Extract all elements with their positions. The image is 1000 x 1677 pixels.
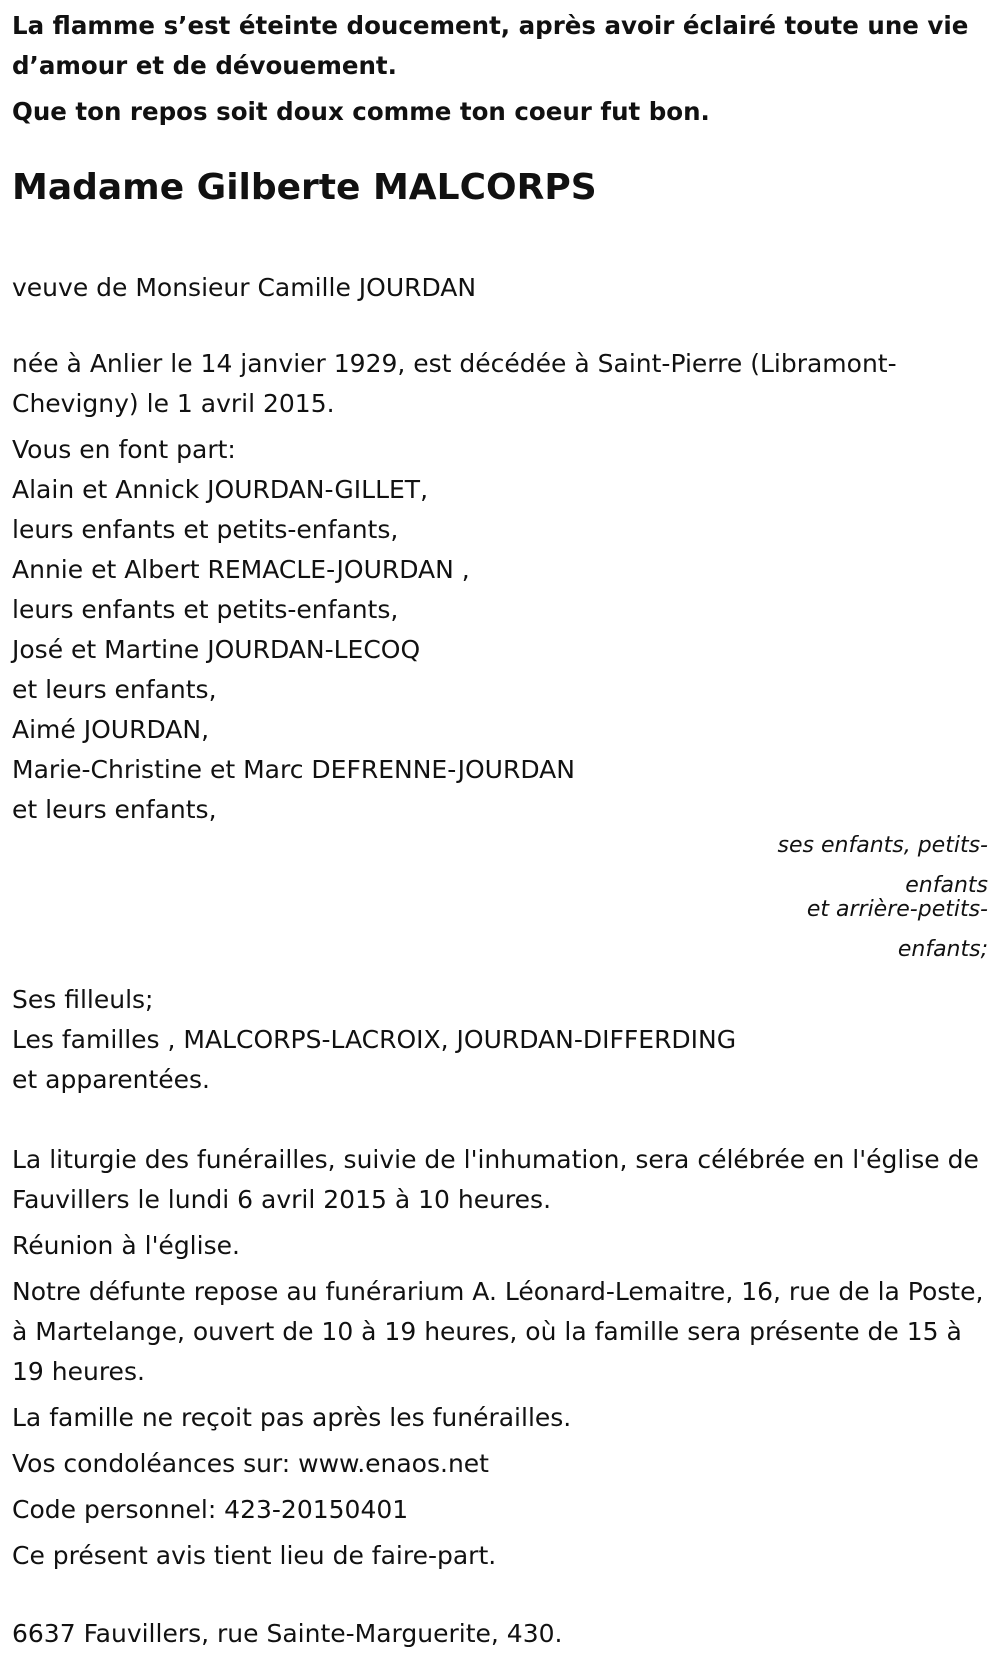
others-line: Les familles , MALCORPS-LACROIX, JOURDAN-DIFFERDING bbox=[12, 1025, 737, 1054]
obituary-page bbox=[0, 6, 1000, 1677]
deceased-name: Madame Gilberte MALCORPS bbox=[12, 167, 597, 208]
family-list bbox=[12, 470, 988, 830]
family-line: Aimé JOURDAN, bbox=[12, 715, 210, 744]
relation-note-2: et arrière-petits-enfants; bbox=[806, 897, 988, 962]
personal-code: Code personnel: 423-20150401 bbox=[12, 1495, 409, 1524]
others-line: et apparentées. bbox=[12, 1065, 210, 1094]
family-line: Alain et Annick JOURDAN-GILLET, bbox=[12, 475, 429, 504]
intro-line-1: La flamme s’est éteinte doucement, après avoir éclairé toute une vie d’amour et de dévouement. bbox=[12, 11, 969, 80]
widow-of: veuve de Monsieur Camille JOURDAN bbox=[12, 273, 477, 302]
relation-note-1: ses enfants, petits-enfants bbox=[777, 833, 988, 898]
intro-line-2: Que ton repos soit doux comme ton coeur fut bon. bbox=[12, 97, 710, 126]
family-line: et leurs enfants, bbox=[12, 795, 217, 824]
birth-death-info: née à Anlier le 14 janvier 1929, est décédée à Saint-Pierre (Libramont-Chevigny) le 1 avril 2015. bbox=[12, 349, 897, 418]
family-line: Marie-Christine et Marc DEFRENNE-JOURDAN bbox=[12, 755, 575, 784]
announce-label: Vous en font part: bbox=[12, 435, 236, 464]
liturgy-info: La liturgie des funérailles, suivie de l'inhumation, sera célébrée en l'église de Fauvillers le lundi 6 avril 2015 à 10 heures. bbox=[12, 1145, 987, 1214]
funerarium-info: Notre défunte repose au funérarium A. Léonard-Lemaitre, 16, rue de la Poste, à Martelange, ouvert de 10 à 19 heures, où la famille sera présente de 15 à 19 heures. bbox=[12, 1277, 992, 1386]
meeting-info: Réunion à l'église. bbox=[12, 1231, 240, 1260]
family-line: Annie et Albert REMACLE-JOURDAN , bbox=[12, 555, 470, 584]
family-line: leurs enfants et petits-enfants, bbox=[12, 515, 399, 544]
others-list bbox=[12, 980, 988, 1100]
home-address: 6637 Fauvillers, rue Sainte-Marguerite, 430. bbox=[12, 1619, 563, 1648]
family-line: José et Martine JOURDAN-LECOQ bbox=[12, 635, 421, 664]
condolences-info: Vos condoléances sur: www.enaos.net bbox=[12, 1449, 489, 1478]
family-line: leurs enfants et petits-enfants, bbox=[12, 595, 399, 624]
others-line: Ses filleuls; bbox=[12, 985, 154, 1014]
no-reception-info: La famille ne reçoit pas après les funérailles. bbox=[12, 1403, 572, 1432]
family-line: et leurs enfants, bbox=[12, 675, 217, 704]
notice-text: Ce présent avis tient lieu de faire-part. bbox=[12, 1541, 497, 1570]
